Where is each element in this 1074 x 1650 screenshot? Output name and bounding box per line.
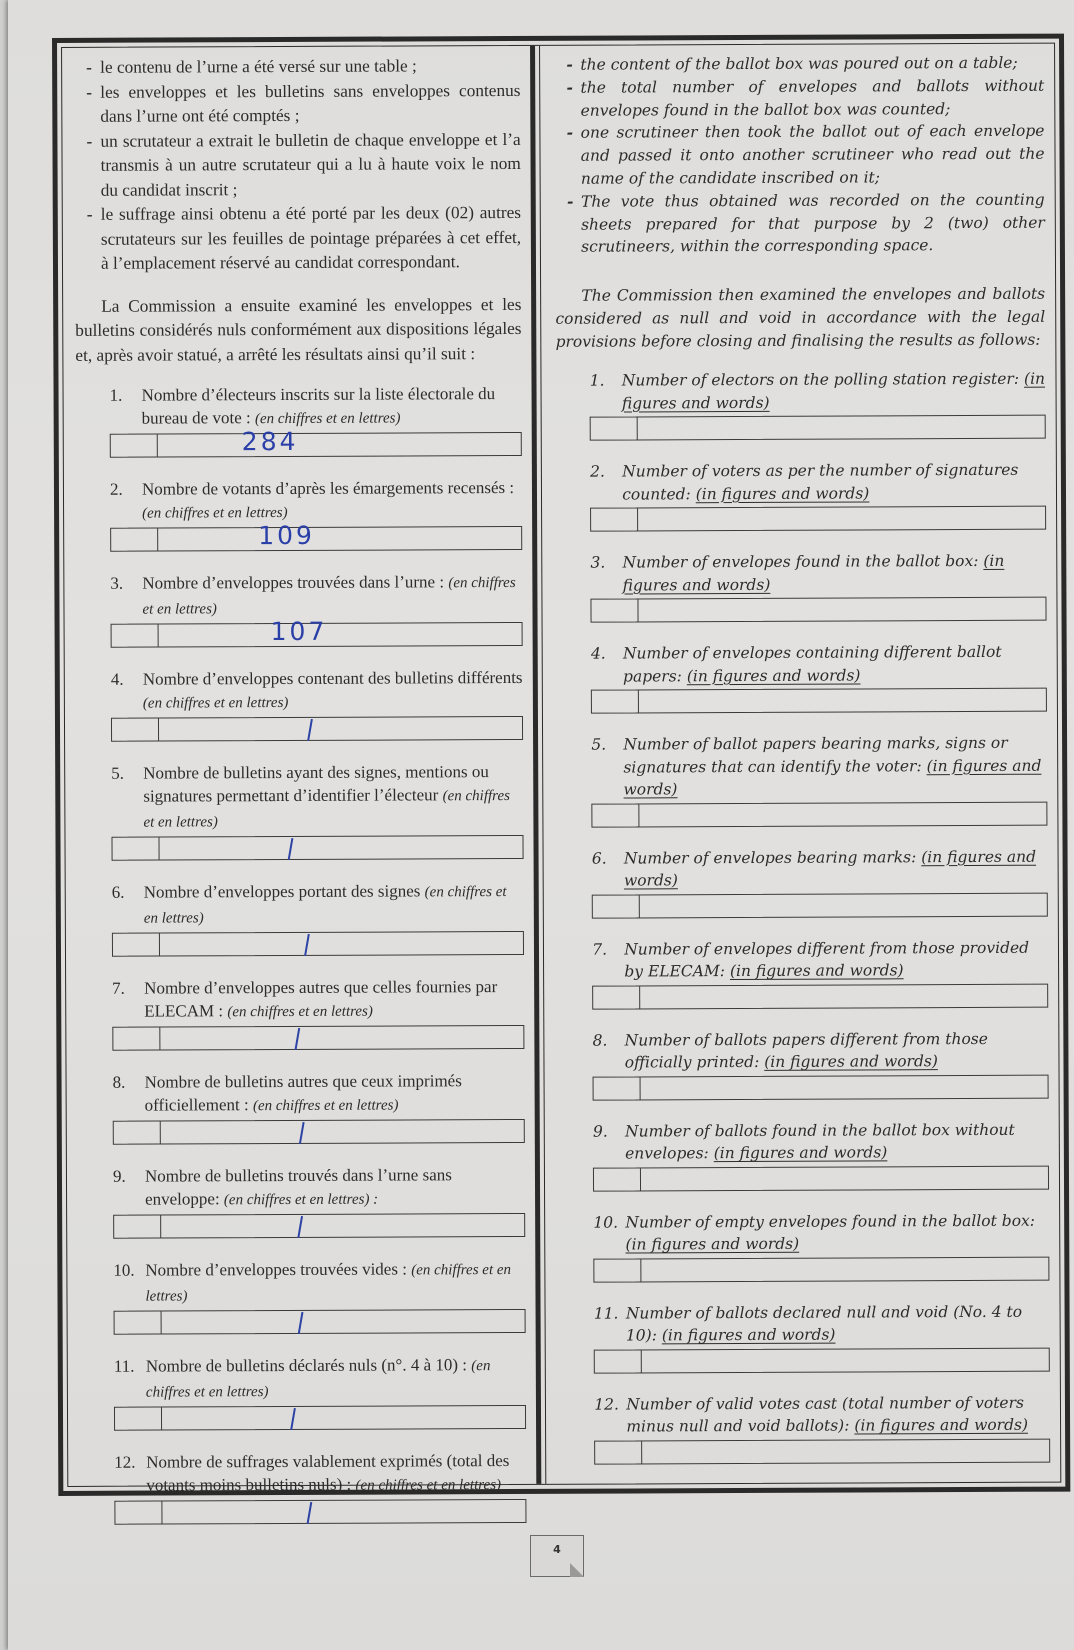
bullet-text: The vote thus obtained was recorded on the counting sheets prepared for that purpose by 2 (two) other scrutineers, within the corresponding space. bbox=[580, 190, 1045, 257]
item-label: Nombre d’enveloppes trouvées dans l’urne : bbox=[142, 572, 445, 593]
item-number: 9. bbox=[112, 1166, 126, 1186]
item-label: Number of envelopes containing different ballot papers: bbox=[622, 643, 1002, 686]
document-page bbox=[8, 0, 1074, 1650]
answer-field[interactable] bbox=[114, 1309, 526, 1335]
dash-mark bbox=[288, 838, 294, 860]
french-results-list bbox=[76, 382, 527, 1525]
item-label: Nombre de bulletins déclarés nuls (n°. 4 à 10) : bbox=[145, 1355, 468, 1376]
item-label: Number of valid votes cast (total number of voters minus null and void ballots): bbox=[626, 1393, 1024, 1436]
item-number: 2. bbox=[590, 462, 605, 481]
form-frame-inner bbox=[61, 43, 1061, 1495]
dash-mark bbox=[299, 1122, 305, 1144]
item-hint: (in figures and words) bbox=[623, 756, 1042, 799]
item-label: Number of voters as per the number of signatures counted: bbox=[622, 460, 1019, 504]
result-item-11 bbox=[80, 1353, 527, 1431]
result-item-7 bbox=[78, 975, 525, 1051]
item-number: 10. bbox=[113, 1260, 135, 1280]
item-number: 6. bbox=[591, 849, 607, 868]
item-hint: (en chiffres et en lettres) bbox=[145, 1358, 491, 1401]
item-hint: (in figures and words) bbox=[623, 847, 1037, 890]
answer-field[interactable] bbox=[113, 1213, 525, 1239]
item-hint: (in figures and words) bbox=[621, 369, 1046, 413]
result-item-4-en bbox=[557, 641, 1047, 714]
item-number: 3. bbox=[110, 573, 124, 593]
bullet-text: les enveloppes et les bulletins sans enveloppes contenus dans l’urne ont été comptés ; bbox=[100, 80, 521, 126]
item-number: 3. bbox=[590, 553, 606, 572]
french-procedure-list bbox=[74, 54, 521, 276]
item-number: 9. bbox=[592, 1122, 608, 1141]
folded-corner-icon bbox=[570, 1563, 584, 1577]
english-procedure-list bbox=[554, 52, 1045, 259]
item-hint: (in figures and words) bbox=[661, 1325, 836, 1345]
result-item-9 bbox=[79, 1163, 526, 1239]
answer-field[interactable] bbox=[594, 1438, 1050, 1464]
answer-field[interactable] bbox=[592, 801, 1048, 827]
item-number: 5. bbox=[111, 763, 125, 783]
answer-field[interactable] bbox=[590, 415, 1046, 441]
result-item-3 bbox=[76, 570, 523, 648]
item-hint: (en chiffres et en lettres) bbox=[142, 504, 288, 522]
result-item-6-en bbox=[558, 845, 1048, 918]
item-label: Nombre de suffrages valablement exprimés (total des votants moins bulletins nuls) : bbox=[146, 1451, 510, 1495]
french-bullet: - un scrutateur a extrait le bulletin de chaque enveloppe et l’a transmis à un autre scrutateur qui a lu à haute voix le nom du candidat inscrit ; bbox=[86, 129, 521, 200]
dash-mark bbox=[290, 1408, 296, 1430]
item-hint: (en chiffres et en lettres) bbox=[143, 884, 507, 927]
result-item-7-en bbox=[558, 936, 1048, 1009]
item-label: Number of envelopes bearing marks: bbox=[623, 847, 917, 868]
page-number-badge bbox=[530, 1535, 584, 1577]
bullet-text: le suffrage ainsi obtenu a été porté par les deux (02) autres scrutateurs sur les feuilles de pointage préparées à cet effet, à l’emplacement réservé au candidat correspondant. bbox=[100, 202, 522, 273]
item-number: 11. bbox=[593, 1304, 619, 1323]
item-hint: (en chiffres et en lettres) bbox=[227, 1003, 373, 1021]
answer-field[interactable] bbox=[112, 1025, 524, 1051]
dash-mark bbox=[298, 1312, 304, 1334]
answer-field[interactable] bbox=[114, 1499, 526, 1525]
item-number: 1. bbox=[109, 385, 123, 405]
item-hint: (en chiffres et en lettres) bbox=[254, 410, 401, 428]
item-label: Number of empty envelopes found in the ballot box: bbox=[625, 1211, 1036, 1232]
answer-field[interactable] bbox=[590, 506, 1046, 532]
dash-mark bbox=[307, 1502, 313, 1524]
result-item-12-en bbox=[560, 1391, 1050, 1464]
bullet-text: le contenu de l’urne a été versé sur une table ; bbox=[100, 56, 417, 77]
item-hint: (en chiffres et en lettres) : bbox=[223, 1191, 379, 1209]
item-hint: (in figures and words) bbox=[854, 1415, 1029, 1435]
item-hint: (in figures and words) bbox=[695, 484, 870, 503]
item-hint: (en chiffres et en lettres) bbox=[142, 574, 516, 618]
item-label: Nombre d’électeurs inscrits sur la liste électorale du bureau de vote : bbox=[141, 384, 496, 428]
answer-field[interactable] bbox=[113, 1119, 525, 1145]
item-label: Nombre d’enveloppes contenant des bulletins différents bbox=[142, 667, 523, 689]
dash-mark bbox=[295, 1028, 301, 1050]
result-item-1-en bbox=[556, 368, 1046, 441]
item-hint: (en chiffres et en lettres) bbox=[142, 694, 289, 712]
answer-field[interactable] bbox=[593, 1074, 1049, 1100]
english-bullet: - one scrutineer then took the ballot out of each envelope and passed it onto another scrutineer who read out the name of the candidate inscribed on it; bbox=[566, 122, 1045, 188]
handwritten-value: 107 bbox=[270, 616, 328, 647]
result-item-4 bbox=[77, 666, 524, 742]
english-results-list bbox=[556, 368, 1051, 1465]
item-label: Number of ballots papers different from those officially printed: bbox=[624, 1029, 988, 1072]
result-item-10 bbox=[79, 1257, 526, 1335]
item-label: Nombre d’enveloppes portant des signes bbox=[143, 881, 421, 902]
result-item-9-en bbox=[559, 1118, 1049, 1191]
answer-field[interactable] bbox=[111, 616, 523, 648]
item-label: Nombre d’enveloppes trouvées vides : bbox=[145, 1259, 407, 1280]
result-item-1 bbox=[76, 382, 523, 458]
item-label: Number of electors on the polling station register: bbox=[621, 369, 1020, 390]
item-hint: (in figures and words) bbox=[729, 961, 904, 981]
answer-field[interactable] bbox=[592, 892, 1048, 918]
item-label: Number of envelopes different from those provided by ELECAM: bbox=[624, 938, 1030, 981]
item-hint: (in figures and words) bbox=[764, 1052, 938, 1072]
answer-field[interactable] bbox=[111, 716, 523, 742]
result-item-8-en bbox=[559, 1027, 1049, 1100]
item-hint: (in figures and words) bbox=[686, 666, 861, 685]
french-column bbox=[62, 46, 542, 1495]
item-number: 10. bbox=[593, 1213, 619, 1232]
answer-field[interactable] bbox=[592, 983, 1048, 1009]
item-hint: (en chiffres et en lettres) bbox=[145, 1262, 512, 1305]
item-number: 4. bbox=[590, 644, 606, 663]
dash-mark bbox=[304, 934, 310, 956]
answer-field[interactable] bbox=[591, 597, 1047, 623]
french-intro-paragraph: La Commission a ensuite examiné les enveloppes et les bulletins considérés nuls conformément aux dispositions légales et, après avoir statué, a arrêté les résultats ainsi qu’il suit : bbox=[75, 294, 522, 365]
answer-field[interactable] bbox=[110, 426, 522, 458]
item-label: Number of ballot papers bearing marks, signs or signatures that can identify the voter: bbox=[623, 734, 1008, 777]
item-label: Number of ballots found in the ballot box without envelopes: bbox=[624, 1120, 1015, 1163]
item-hint: (in figures and words) bbox=[622, 552, 1005, 595]
dash-mark bbox=[307, 719, 313, 741]
item-label: Nombre de bulletins autres que ceux imprimés officiellement : bbox=[144, 1071, 462, 1115]
item-hint: (in figures and words) bbox=[713, 1143, 888, 1163]
answer-field[interactable] bbox=[112, 931, 524, 957]
item-number: 11. bbox=[113, 1356, 135, 1376]
result-item-8 bbox=[79, 1069, 526, 1145]
item-number: 8. bbox=[592, 1031, 608, 1050]
answer-field[interactable] bbox=[114, 1405, 526, 1431]
result-item-6 bbox=[78, 879, 525, 957]
item-number: 4. bbox=[110, 669, 124, 689]
handwritten-value: 284 bbox=[241, 426, 299, 457]
answer-field[interactable] bbox=[594, 1347, 1050, 1373]
bullet-text: un scrutateur a extrait le bulletin de chaque enveloppe et l’a transmis à un autre scrutateur qui a lu à haute voix le nom du candidat inscrit ; bbox=[100, 129, 521, 200]
result-item-2 bbox=[76, 476, 523, 552]
english-intro-paragraph: The Commission then examined the envelopes and ballots considered as null and void in accordance with the legal provisions before closing and finalising the results as follows: bbox=[555, 284, 1046, 351]
item-hint: (en chiffres et en lettres) bbox=[252, 1097, 399, 1115]
result-item-5-en bbox=[557, 732, 1047, 828]
answer-field[interactable] bbox=[111, 835, 523, 861]
french-bullet: - le suffrage ainsi obtenu a été porté par les deux (02) autres scrutateurs sur les feuilles de pointage préparées à cet effet, à l’emplacement réservé au candidat correspondant. bbox=[86, 202, 522, 273]
answer-field[interactable] bbox=[593, 1165, 1049, 1191]
item-label: Nombre de votants d’après les émargements recensés : bbox=[141, 477, 515, 499]
item-number: 1. bbox=[589, 371, 605, 390]
answer-field[interactable] bbox=[110, 520, 522, 552]
answer-field[interactable] bbox=[591, 688, 1047, 714]
english-bullet: - The vote thus obtained was recorded on the counting sheets prepared for that purpose by 2 (two) other scrutineers, within the corresponding space. bbox=[566, 190, 1045, 257]
result-item-3-en bbox=[556, 550, 1046, 623]
english-column bbox=[539, 44, 1060, 1484]
item-label: Number of envelopes found in the ballot box: bbox=[622, 552, 979, 572]
item-number: 2. bbox=[109, 479, 123, 499]
page-number: 4 bbox=[553, 1543, 561, 1556]
item-label: Nombre d’enveloppes autres que celles fournies par ELECAM : bbox=[144, 977, 498, 1021]
french-bullet: - les enveloppes et les bulletins sans enveloppes contenus dans l’urne ont été comptés ; bbox=[86, 80, 521, 126]
dash-mark bbox=[297, 1216, 303, 1238]
result-item-12 bbox=[80, 1449, 527, 1525]
handwritten-value: 109 bbox=[258, 520, 315, 551]
english-bullet: - the content of the ballot box was poured out on a table; bbox=[566, 53, 1018, 74]
item-number: 7. bbox=[112, 978, 125, 998]
item-label: Number of ballots declared null and void (No. 4 to 10): bbox=[625, 1302, 1023, 1345]
item-number: 6. bbox=[111, 882, 125, 902]
item-hint: (en chiffres et en lettres) bbox=[143, 788, 510, 831]
bullet-text: the content of the ballot box was poured out on a table; bbox=[580, 53, 1018, 74]
form-frame bbox=[52, 34, 1070, 1496]
bullet-text: one scrutineer then took the ballot out of each envelope and passed it onto another scrutineer who read out the name of the candidate inscribed on it; bbox=[580, 122, 1045, 188]
item-number: 12. bbox=[114, 1452, 136, 1472]
english-bullet: - the total number of envelopes and ballots without envelopes found in the ballot box was counted; bbox=[566, 76, 1045, 120]
item-hint: (en chiffres et en lettres) bbox=[355, 1477, 502, 1494]
result-item-5 bbox=[77, 760, 524, 861]
result-item-11-en bbox=[560, 1300, 1050, 1373]
item-label: Nombre de bulletins trouvés dans l’urne sans enveloppe: bbox=[144, 1165, 452, 1209]
french-bullet: - le contenu de l’urne a été versé sur une table ; bbox=[86, 56, 417, 77]
result-item-10-en bbox=[559, 1209, 1049, 1282]
item-hint: (in figures and words) bbox=[625, 1234, 800, 1254]
item-number: 7. bbox=[592, 940, 608, 959]
item-number: 12. bbox=[594, 1395, 619, 1414]
item-number: 5. bbox=[591, 735, 607, 754]
answer-field[interactable] bbox=[594, 1256, 1050, 1282]
result-item-2-en bbox=[556, 459, 1046, 532]
bullet-text: the total number of envelopes and ballots without envelopes found in the ballot box was counted; bbox=[580, 76, 1045, 120]
item-label: Nombre de bulletins ayant des signes, mentions ou signatures permettant d’identifier l’électeur bbox=[143, 762, 489, 806]
item-number: 8. bbox=[112, 1072, 126, 1092]
